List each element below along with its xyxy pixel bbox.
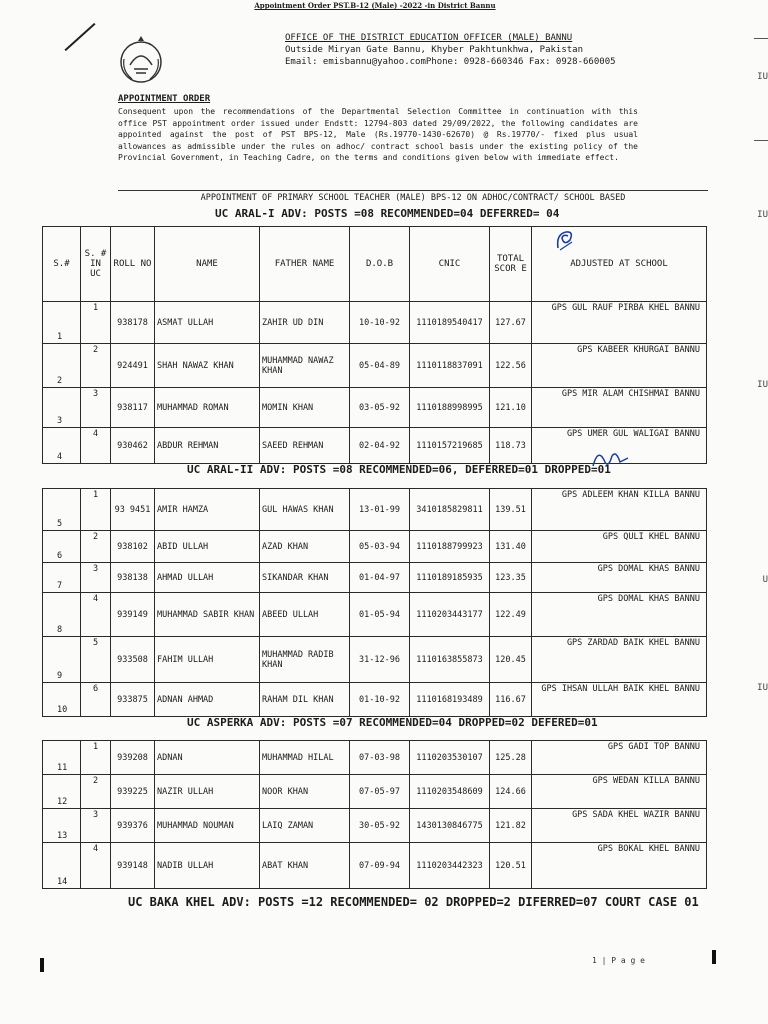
total-score: 120.51 xyxy=(490,843,532,889)
date-of-birth: 07-05-97 xyxy=(350,775,410,809)
table-row xyxy=(43,388,707,428)
table-row xyxy=(43,637,707,683)
total-score: 118.73 xyxy=(490,428,532,464)
table-row xyxy=(43,775,707,809)
candidate-name: AMIR HAMZA xyxy=(155,489,260,531)
serial-number: 4 xyxy=(43,428,81,464)
order-paragraph: Consequent upon the recommendations of the Departmental Selection Committee in continuation with this office PST appointment order issued under Endstt: 12794-803 dated 29/09/2022, the following candidates are appointed against the post of PST BPS-12, Male (Rs.19770-1430-62670) @ Rs.19770/- fixed plus usual allowances as admissible under the rules on adhoc/ contract school basis under the existing policy of the Provincial Government, in Teaching Cadre, on the terms and conditions given below with immediate effect. xyxy=(118,107,638,162)
adjusted-school: GPS GUL RAUF PIRBA KHEL BANNU xyxy=(532,302,707,344)
father-name: MUHAMMAD HILAL xyxy=(260,741,350,775)
serial-number: 5 xyxy=(43,489,81,531)
column-header-adjusted-school: ADJUSTED AT SCHOOL xyxy=(532,227,707,302)
roll-number: 930462 xyxy=(111,428,155,464)
roll-number: 939148 xyxy=(111,843,155,889)
cnic-number: 1110203442323 xyxy=(410,843,490,889)
total-score: 131.40 xyxy=(490,531,532,563)
father-name: ABEED ULLAH xyxy=(260,593,350,637)
total-score: 122.56 xyxy=(490,344,532,388)
table-row xyxy=(43,563,707,593)
cnic-number: 1110203443177 xyxy=(410,593,490,637)
adjusted-school: GPS QULI KHEL BANNU xyxy=(532,531,707,563)
column-header-table xyxy=(42,226,707,302)
cnic-number: 3410185829811 xyxy=(410,489,490,531)
date-of-birth: 02-04-92 xyxy=(350,428,410,464)
uc-serial-number: 3 xyxy=(81,563,111,593)
cnic-number: 1110188799923 xyxy=(410,531,490,563)
date-of-birth: 13-01-99 xyxy=(350,489,410,531)
adjusted-school: GPS DOMAL KHAS BANNU xyxy=(532,593,707,637)
office-contact: Email: emisbannu@yahoo.comPhone: 0928-660346 Fax: 0928-660005 xyxy=(285,57,616,67)
father-name: GUL HAWAS KHAN xyxy=(260,489,350,531)
roll-number: 938117 xyxy=(111,388,155,428)
page-number: 1 | P a g e xyxy=(592,956,645,965)
father-name: MUHAMMAD NAWAZ KHAN xyxy=(260,344,350,388)
date-of-birth: 01-05-94 xyxy=(350,593,410,637)
serial-number: 14 xyxy=(43,843,81,889)
total-score: 120.45 xyxy=(490,637,532,683)
column-header-roll-no: ROLL NO xyxy=(111,227,155,302)
cnic-number: 1110163855873 xyxy=(410,637,490,683)
uc-serial-number: 3 xyxy=(81,809,111,843)
section-heading: UC ARAL-I ADV: POSTS =08 RECOMMENDED=04 DEFERRED= 04 xyxy=(215,207,560,220)
table-row xyxy=(43,302,707,344)
date-of-birth: 01-04-97 xyxy=(350,563,410,593)
roll-number: 933508 xyxy=(111,637,155,683)
table-row xyxy=(43,344,707,388)
total-score: 139.51 xyxy=(490,489,532,531)
appointment-heading: APPOINTMENT ORDER xyxy=(118,94,211,104)
cnic-number: 1110188998995 xyxy=(410,388,490,428)
scan-edge-mark xyxy=(712,950,716,964)
kp-government-logo xyxy=(116,35,166,85)
cnic-number: 1110203530107 xyxy=(410,741,490,775)
uc-serial-number: 4 xyxy=(81,428,111,464)
roll-number: 938138 xyxy=(111,563,155,593)
candidate-name: ABID ULLAH xyxy=(155,531,260,563)
serial-number: 11 xyxy=(43,741,81,775)
column-header-sn-in-uc: S. # IN UC xyxy=(81,227,111,302)
roll-number: 939149 xyxy=(111,593,155,637)
margin-mark: U xyxy=(762,575,768,585)
adjusted-school: GPS SADA KHEL WAZIR BANNU xyxy=(532,809,707,843)
adjusted-school: GPS UMER GUL WALIGAI BANNU xyxy=(532,428,707,464)
candidate-name: MUHAMMAD NOUMAN xyxy=(155,809,260,843)
table-row xyxy=(43,809,707,843)
section-table-asperka xyxy=(42,740,707,889)
section-table-aral-1 xyxy=(42,301,707,464)
candidate-name: ADNAN xyxy=(155,741,260,775)
table-main-heading: APPOINTMENT OF PRIMARY SCHOOL TEACHER (MALE) BPS-12 ON ADHOC/CONTRACT/ SCHOOL BASED xyxy=(118,190,708,203)
margin-mark: IU xyxy=(757,683,768,693)
total-score: 122.49 xyxy=(490,593,532,637)
column-header-name: NAME xyxy=(155,227,260,302)
candidate-name: SHAH NAWAZ KHAN xyxy=(155,344,260,388)
adjusted-school: GPS GADI TOP BANNU xyxy=(532,741,707,775)
date-of-birth: 01-10-92 xyxy=(350,683,410,717)
date-of-birth: 05-03-94 xyxy=(350,531,410,563)
signature-mark xyxy=(554,228,576,254)
father-name: ABAT KHAN xyxy=(260,843,350,889)
adjusted-school: GPS ZARDAD BAIK KHEL BANNU xyxy=(532,637,707,683)
column-header-sn: S.# xyxy=(43,227,81,302)
column-header-dob: D.O.B xyxy=(350,227,410,302)
serial-number: 9 xyxy=(43,637,81,683)
adjusted-school: GPS MIR ALAM CHISHMAI BANNU xyxy=(532,388,707,428)
serial-number: 7 xyxy=(43,563,81,593)
adjusted-school: GPS IHSAN ULLAH BAIK KHEL BANNU xyxy=(532,683,707,717)
date-of-birth: 31-12-96 xyxy=(350,637,410,683)
total-score: 116.67 xyxy=(490,683,532,717)
serial-number: 2 xyxy=(43,344,81,388)
table-row xyxy=(43,741,707,775)
uc-serial-number: 2 xyxy=(81,344,111,388)
date-of-birth: 07-09-94 xyxy=(350,843,410,889)
uc-serial-number: 6 xyxy=(81,683,111,717)
office-address-block xyxy=(285,32,616,68)
table-row xyxy=(43,683,707,717)
table-row xyxy=(43,489,707,531)
scan-edge-mark xyxy=(40,958,44,972)
cnic-number: 1110203548609 xyxy=(410,775,490,809)
candidate-name: AHMAD ULLAH xyxy=(155,563,260,593)
candidate-name: ASMAT ULLAH xyxy=(155,302,260,344)
adjusted-school: GPS KABEER KHURGAI BANNU xyxy=(532,344,707,388)
roll-number: 933875 xyxy=(111,683,155,717)
roll-number: 938178 xyxy=(111,302,155,344)
cnic-number: 1110118837091 xyxy=(410,344,490,388)
table-row xyxy=(43,843,707,889)
date-of-birth: 03-05-92 xyxy=(350,388,410,428)
margin-mark: IU xyxy=(757,72,768,82)
father-name: SAEED REHMAN xyxy=(260,428,350,464)
column-header-total-score: TOTAL SCOR E xyxy=(490,227,532,302)
father-name: RAHAM DIL KHAN xyxy=(260,683,350,717)
table-row xyxy=(43,593,707,637)
adjusted-school: GPS BOKAL KHEL BANNU xyxy=(532,843,707,889)
uc-serial-number: 2 xyxy=(81,531,111,563)
candidate-name: FAHIM ULLAH xyxy=(155,637,260,683)
father-name: ZAHIR UD DIN xyxy=(260,302,350,344)
document-title: Appointment Order PST.B-12 (Male) -2022 -in District Bannu xyxy=(254,1,496,10)
candidate-name: MUHAMMAD ROMAN xyxy=(155,388,260,428)
cnic-number: 1110189540417 xyxy=(410,302,490,344)
section-heading: UC ARAL-II ADV: POSTS =08 RECOMMENDED=06, DEFERRED=01 DROPPED=01 xyxy=(187,463,611,476)
column-header-father-name: FATHER NAME xyxy=(260,227,350,302)
serial-number: 3 xyxy=(43,388,81,428)
total-score: 127.67 xyxy=(490,302,532,344)
uc-serial-number: 4 xyxy=(81,843,111,889)
roll-number: 938102 xyxy=(111,531,155,563)
pen-mark xyxy=(64,23,95,51)
serial-number: 13 xyxy=(43,809,81,843)
section-table-aral-2 xyxy=(42,488,707,717)
roll-number: 939208 xyxy=(111,741,155,775)
roll-number: 924491 xyxy=(111,344,155,388)
total-score: 124.66 xyxy=(490,775,532,809)
uc-serial-number: 3 xyxy=(81,388,111,428)
father-name: LAIQ ZAMAN xyxy=(260,809,350,843)
candidate-name: ADNAN AHMAD xyxy=(155,683,260,717)
column-header-cnic: CNIC xyxy=(410,227,490,302)
serial-number: 6 xyxy=(43,531,81,563)
cnic-number: 1430130846775 xyxy=(410,809,490,843)
roll-number: 93 9451 xyxy=(111,489,155,531)
office-name: OFFICE OF THE DISTRICT EDUCATION OFFICER (MALE) BANNU xyxy=(285,33,573,43)
roll-number: 939225 xyxy=(111,775,155,809)
uc-serial-number: 5 xyxy=(81,637,111,683)
total-score: 125.28 xyxy=(490,741,532,775)
roll-number: 939376 xyxy=(111,809,155,843)
total-score: 121.82 xyxy=(490,809,532,843)
serial-number: 10 xyxy=(43,683,81,717)
candidate-name: NADIB ULLAH xyxy=(155,843,260,889)
father-name: MOMIN KHAN xyxy=(260,388,350,428)
cnic-number: 1110168193489 xyxy=(410,683,490,717)
office-address: Outside Miryan Gate Bannu, Khyber Pakhtunkhwa, Pakistan xyxy=(285,45,584,55)
date-of-birth: 10-10-92 xyxy=(350,302,410,344)
candidate-name: NAZIR ULLAH xyxy=(155,775,260,809)
margin-mark xyxy=(754,38,768,39)
date-of-birth: 07-03-98 xyxy=(350,741,410,775)
adjusted-school: GPS DOMAL KHAS BANNU xyxy=(532,563,707,593)
father-name: AZAD KHAN xyxy=(260,531,350,563)
uc-serial-number: 1 xyxy=(81,489,111,531)
candidate-name: ABDUR REHMAN xyxy=(155,428,260,464)
father-name: SIKANDAR KHAN xyxy=(260,563,350,593)
date-of-birth: 30-05-92 xyxy=(350,809,410,843)
uc-serial-number: 1 xyxy=(81,302,111,344)
adjusted-school: GPS ADLEEM KHAN KILLA BANNU xyxy=(532,489,707,531)
adjusted-school: GPS WEDAN KILLA BANNU xyxy=(532,775,707,809)
total-score: 123.35 xyxy=(490,563,532,593)
candidate-name: MUHAMMAD SABIR KHAN xyxy=(155,593,260,637)
section-heading: UC BAKA KHEL ADV: POSTS =12 RECOMMENDED= 02 DROPPED=2 DIFERRED=07 COURT CASE 01 xyxy=(128,895,699,909)
uc-serial-number: 2 xyxy=(81,775,111,809)
father-name: NOOR KHAN xyxy=(260,775,350,809)
serial-number: 1 xyxy=(43,302,81,344)
margin-mark: IU xyxy=(757,210,768,220)
signature-mark xyxy=(590,446,630,472)
total-score: 121.10 xyxy=(490,388,532,428)
cnic-number: 1110189185935 xyxy=(410,563,490,593)
margin-mark xyxy=(754,140,768,141)
table-row xyxy=(43,531,707,563)
father-name: MUHAMMAD RADIB KHAN xyxy=(260,637,350,683)
serial-number: 12 xyxy=(43,775,81,809)
cnic-number: 1110157219685 xyxy=(410,428,490,464)
section-heading: UC ASPERKA ADV: POSTS =07 RECOMMENDED=04 DROPPED=02 DEFERED=01 xyxy=(187,716,598,729)
uc-serial-number: 4 xyxy=(81,593,111,637)
uc-serial-number: 1 xyxy=(81,741,111,775)
serial-number: 8 xyxy=(43,593,81,637)
date-of-birth: 05-04-89 xyxy=(350,344,410,388)
margin-mark: IU xyxy=(757,380,768,390)
